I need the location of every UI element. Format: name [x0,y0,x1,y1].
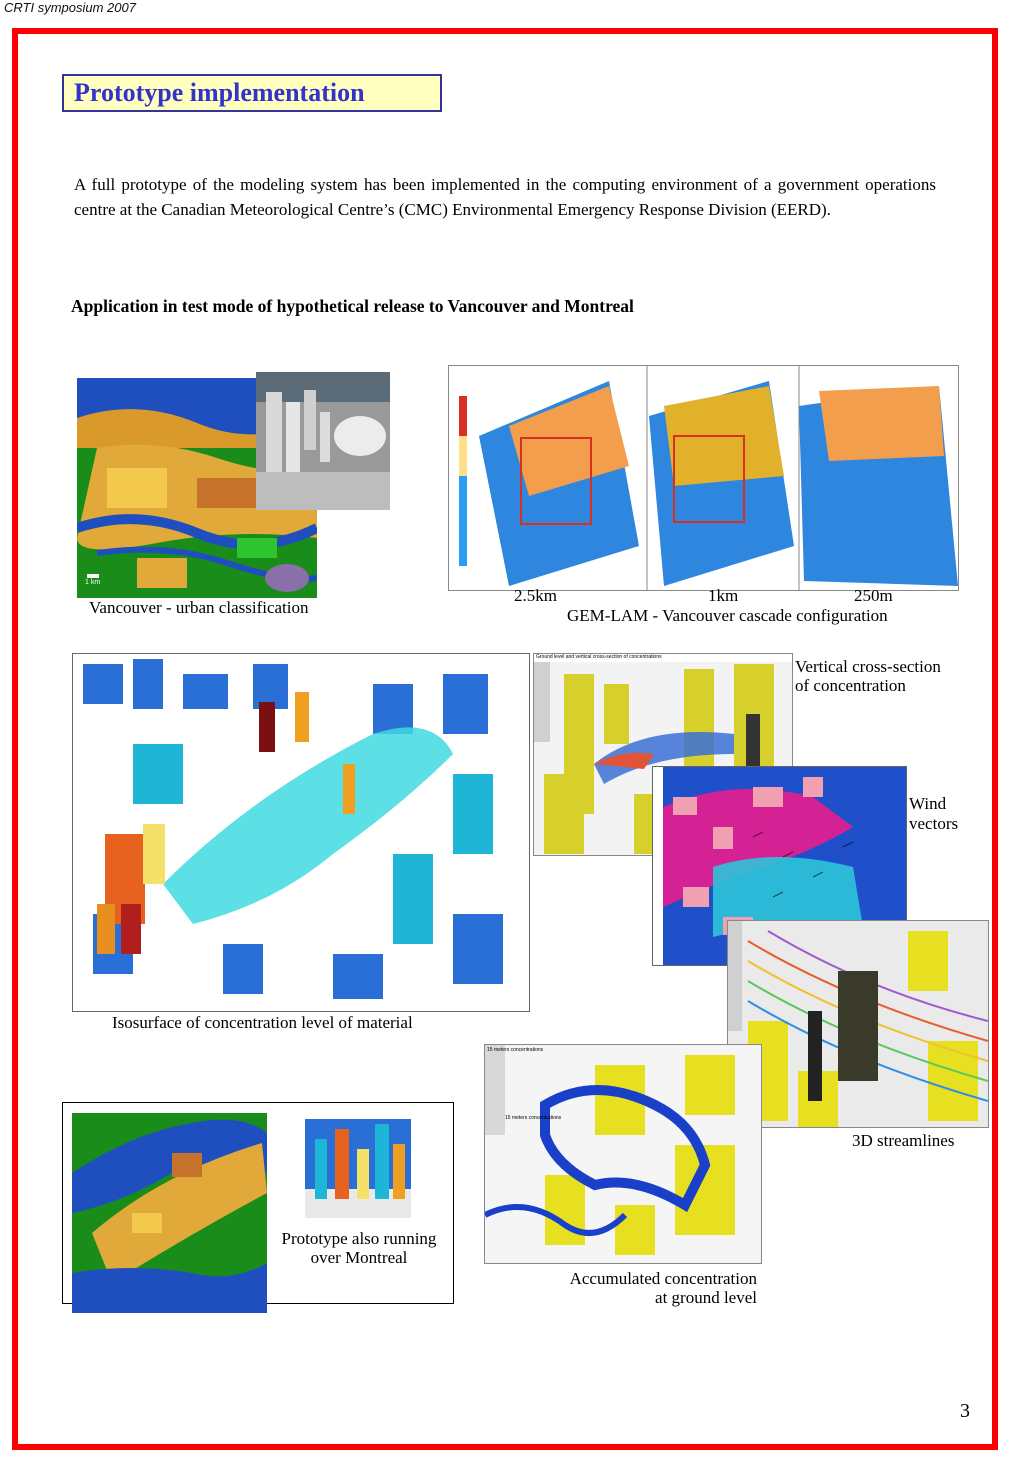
accum-caption-line2: at ground level [655,1288,757,1307]
subheading: Application in test mode of hypothetical release to Vancouver and Montreal [71,296,634,316]
streamlines-image [727,920,989,1128]
accum-caption-line1: Accumulated concentration [569,1269,757,1288]
vancouver-3d-buildings-image [256,372,390,510]
running-header: CRTI symposium 2007 [4,0,136,15]
isosurface-image [72,653,530,1012]
wind-caption-line1: Wind [909,794,947,813]
section-title: Prototype implementation [74,78,365,107]
streamlines-caption: 3D streamlines [852,1131,955,1150]
page-number: 3 [960,1400,970,1422]
montreal-3d-image [305,1119,411,1218]
vancouver-caption: Vancouver - urban classification [89,598,309,617]
accum-legend-title-1: 15 meters concentrations [487,1047,544,1053]
gem-label-1km: 1km [708,586,739,605]
vertical-legend-title: Ground level and vertical cross-section of concentrations [536,654,662,660]
gem-lam-cascade-figure [448,365,959,591]
gem-caption: GEM-LAM - Vancouver cascade configuration [567,606,888,625]
vertical-caption-line2: of concentration [795,676,906,695]
wind-caption-line2: vectors [909,814,959,833]
vertical-caption-line1: Vertical cross-section [795,657,941,676]
gem-label-250m: 250m [854,586,893,605]
intro-paragraph: A full prototype of the modeling system has been implemented in the computing environment of a government operations centre at the Canadian Meteorological Centre’s (CMC) Environmental Emergency Response Division (EERD). [74,175,936,219]
gem-label-2.5km: 2.5km [514,586,557,605]
accumulated-concentration-image [484,1044,762,1264]
montreal-caption-line2: over Montreal [310,1248,408,1267]
scale-label: 1 km [85,579,101,586]
montreal-caption-line1: Prototype also running [281,1229,437,1248]
accum-legend-title-2: 15 meters concentrations [505,1115,562,1121]
montreal-map [72,1113,267,1313]
isosurface-caption: Isosurface of concentration level of material [112,1013,413,1032]
